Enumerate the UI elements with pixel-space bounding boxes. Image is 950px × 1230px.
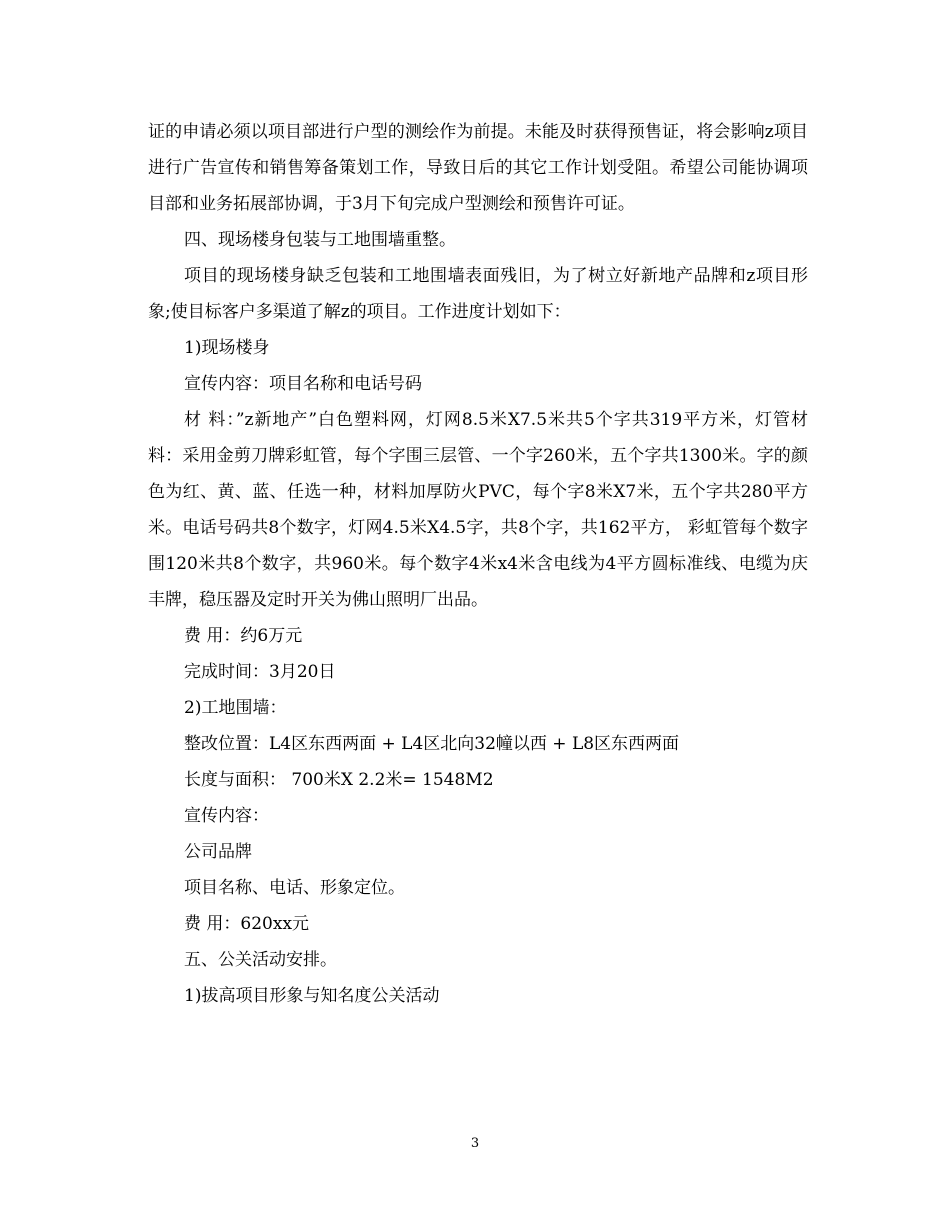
paragraph-section-four-intro: 项目的现场楼身缺乏包装和工地围墙表面残旧，为了树立好新地产品牌和z项目形象;使目标客户多渠道了解z的项目。工作进度计划如下： bbox=[148, 266, 808, 322]
heading-section-four: 四、现场楼身包装与工地围墙重整。 bbox=[184, 230, 456, 250]
paragraph-promo-content-wall: 宣传内容： bbox=[184, 806, 269, 826]
paragraph-company-brand: 公司品牌 bbox=[184, 842, 252, 862]
subheading-pr-activity: 1)拔高项目形象与知名度公关活动 bbox=[184, 986, 440, 1006]
paragraph-materials: 材 料：”z新地产”白色塑料网，灯网8.5米X7.5米共5个字共319平方米，灯管材料：采用金剪刀牌彩虹管，每个字围三层管、一个字260米，五个字共1300米。字的颜色为红、黄、蓝、任选一种，材料加厚防火PVC，每个字8米X7米，五个字共280平方米。电话号码共8个数字，灯网4.5米X4.5字，共8个字，共162平方， 彩虹管每个数字围120米共8个数字，共960米。每个数字4米x4米含电线为4平方圆标准线、电缆为庆丰牌，稳压器及定时开关为佛山照明厂出品。 bbox=[148, 410, 808, 610]
paragraph-cost-building: 费 用：约6万元 bbox=[184, 626, 303, 646]
paragraph-length-area: 长度与面积： 700米X 2.2米= 1548M2 bbox=[184, 770, 494, 790]
subheading-building: 1)现场楼身 bbox=[184, 338, 270, 358]
subheading-site-wall: 2)工地围墙： bbox=[184, 698, 287, 718]
heading-section-five: 五、公关活动安排。 bbox=[184, 950, 337, 970]
paragraph-rectify-location: 整改位置：L4区东西两面 + L4区北向32幢以西 + L8区东西两面 bbox=[184, 734, 680, 754]
paragraph-completion-time: 完成时间：3月20日 bbox=[184, 662, 336, 682]
paragraph-presale-permit: 证的申请必须以项目部进行户型的测绘作为前提。未能及时获得预售证，将会影响z项目进行广告宣传和销售筹备策划工作，导致日后的其它工作计划受阻。希望公司能协调项目部和业务拓展部协调，于3月下旬完成户型测绘和预售许可证。 bbox=[148, 122, 808, 214]
paragraph-project-info: 项目名称、电话、形象定位。 bbox=[184, 878, 405, 898]
paragraph-promo-content: 宣传内容：项目名称和电话号码 bbox=[184, 374, 422, 394]
document-body bbox=[148, 114, 808, 1014]
paragraph-cost-wall: 费 用：620xx元 bbox=[184, 914, 310, 934]
page-number: 3 bbox=[470, 1136, 480, 1151]
